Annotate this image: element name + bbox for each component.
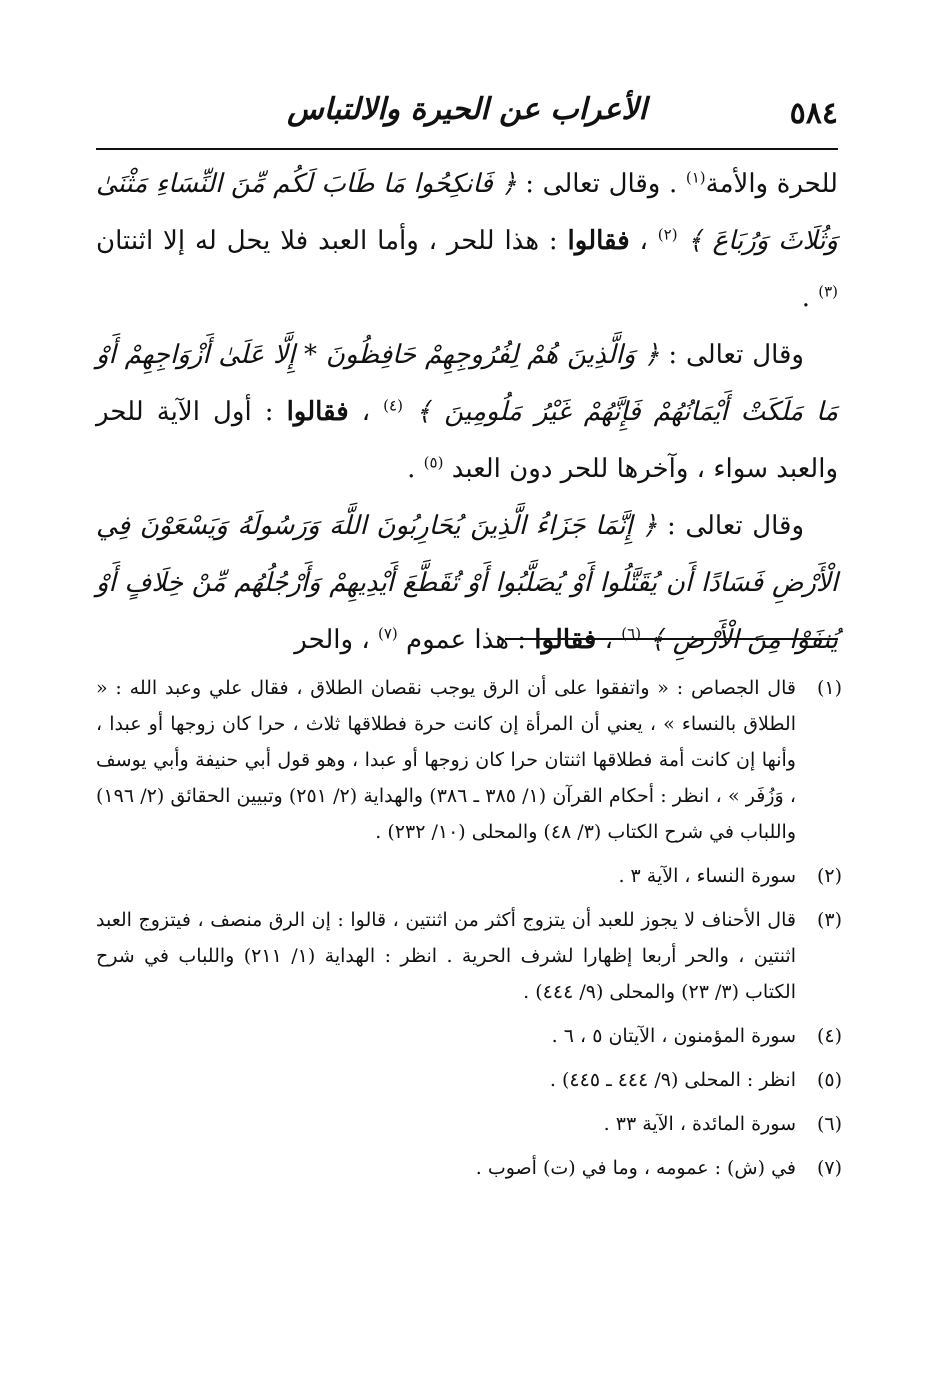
- text-run: للحرة والأمة: [705, 169, 838, 199]
- paragraph-3: [96, 498, 838, 669]
- bold-term: فقالوا: [286, 397, 349, 427]
- running-title: الأعراب عن الحيرة والالتباس: [287, 92, 647, 127]
- text-run: .: [407, 454, 424, 484]
- footnote-7: [96, 1150, 842, 1186]
- footnote-text: انظر : المحلى (٩/ ٤٤٤ ـ ٤٤٥) .: [549, 1069, 796, 1091]
- paragraph-2: [96, 327, 838, 498]
- footnote-text: في (ش) : عمومه ، وما في (ت) أصوب .: [475, 1157, 796, 1179]
- text-run: : هذا للحر ، وأما العبد فلا يحل له إلا اثنتان: [96, 226, 568, 256]
- main-text: [96, 156, 838, 669]
- text-run: . وقال تعالى :: [516, 169, 686, 199]
- paragraph-1: [96, 156, 838, 327]
- footnote-ref-5[interactable]: (٥): [423, 453, 444, 472]
- footnote-divider: [505, 638, 838, 640]
- footnote-number: (٣): [816, 909, 842, 931]
- quran-verse: ﴿ فَانكِحُوا مَا طَابَ لَكُم مِّنَ النِّسَاءِ مَثْنَىٰ وَثُلَاثَ وَرُبَاعَ ﴾: [96, 169, 838, 256]
- footnote-ref-6[interactable]: (٦): [621, 624, 642, 643]
- footnote-number: (٤): [816, 1025, 842, 1047]
- footnote-3: [96, 902, 842, 1010]
- footnote-number: (٧): [816, 1157, 842, 1179]
- quran-verse: ﴿ وَالَّذِينَ هُمْ لِفُرُوجِهِمْ حَافِظُونَ * إِلَّا عَلَىٰ أَزْوَاجِهِمْ أَوْ مَا مَلَكَتْ أَيْمَانُهُمْ فَإِنَّهُمْ غَيْرُ مَلُومِينَ ﴾: [96, 340, 839, 427]
- text-run: : هذا عموم: [406, 625, 535, 655]
- text-run: ،: [596, 625, 622, 655]
- footnote-number: (١): [816, 677, 842, 699]
- text-run: : أول الآية للحر والعبد سواء ، وآخرها للحر دون العبد: [96, 397, 838, 484]
- page-number: ٥٨٤: [789, 96, 838, 131]
- footnote-ref-3[interactable]: (٣): [818, 282, 838, 301]
- footnote-text: قال الأحناف لا يجوز للعبد أن يتزوج أكثر من اثنتين ، قالوا : إن الرق منصف ، فيتزوج العبد اثنتين ، والحر أربعا إظهارا لشرف الحرية . انظر : الهداية (١/ ٢١١) واللباب في شرح الكتاب (٣/ ٢٣) والمحلى (٩/ ٤٤٤) .: [96, 909, 796, 1003]
- text-run: وقال تعالى :: [659, 340, 804, 370]
- header-divider: [96, 148, 838, 150]
- footnote-text: سورة النساء ، الآية ٣ .: [618, 865, 796, 887]
- footnote-1: [96, 670, 842, 850]
- text-run: .: [801, 283, 819, 313]
- footnote-text: قال الجصاص : « واتفقوا على أن الرق يوجب نقصان الطلاق ، فقال علي وعبد الله : « الطلاق بالنساء » ، يعني أن المرأة إن كانت حرة فطلاقها ثلاث ، حرا كان زوجها أو عبدا ، وأنها إن كانت أمة فطلاقها اثنتان حرا كان زوجها أو عبدا ، وهو قول أبي حنيفة وأبي يوسف ، وَزُفَر » ، انظر : أحكام القرآن (١/ ٣٨٥ ـ ٣٨٦) والهداية (٢/ ٢٥١) وتبيين الحقائق (٢/ ١٩٦) واللباب في شرح الكتاب (٣/ ٤٨) والمحلى (١٠/ ٢٣٢) .: [96, 677, 797, 843]
- text-run: وقال تعالى :: [657, 511, 804, 541]
- footnotes: [96, 670, 842, 1194]
- bold-term: فقالوا: [567, 226, 630, 256]
- footnote-number: (٦): [816, 1113, 842, 1135]
- footnote-ref-7[interactable]: (٧): [377, 624, 398, 643]
- text-run: ،: [629, 226, 658, 256]
- footnote-4: [96, 1018, 842, 1054]
- footnote-ref-2[interactable]: (٢): [657, 225, 678, 244]
- footnote-text: سورة المؤمنون ، الآيتان ٥ ، ٦ .: [551, 1025, 796, 1047]
- footnote-number: (٢): [816, 865, 842, 887]
- footnote-6: [96, 1106, 842, 1142]
- footnote-number: (٥): [816, 1069, 842, 1091]
- footnote-ref-4[interactable]: (٤): [383, 396, 403, 415]
- footnote-text: سورة المائدة ، الآية ٣٣ .: [603, 1113, 796, 1135]
- text-run: ،: [348, 397, 384, 427]
- footnote-ref-1[interactable]: (١): [685, 168, 706, 187]
- footnote-5: [96, 1062, 842, 1098]
- page-header: [96, 90, 838, 144]
- bold-term: فقالوا: [534, 625, 597, 655]
- footnote-2: [96, 858, 842, 894]
- quran-verse: ﴿ إِنَّمَا جَزَاءُ الَّذِينَ يُحَارِبُونَ اللَّهَ وَرَسُولَهُ وَيَسْعَوْنَ فِي الْأَرْضِ فَسَادًا أَن يُقَتَّلُوا أَوْ يُصَلَّبُوا أَوْ تُقَطَّعَ أَيْدِيهِمْ وَأَرْجُلُهُم مِّنْ خِلَافٍ أَوْ يُنفَوْا مِنَ الْأَرْضِ ﴾: [96, 511, 838, 655]
- text-run: ، والحر: [294, 625, 378, 655]
